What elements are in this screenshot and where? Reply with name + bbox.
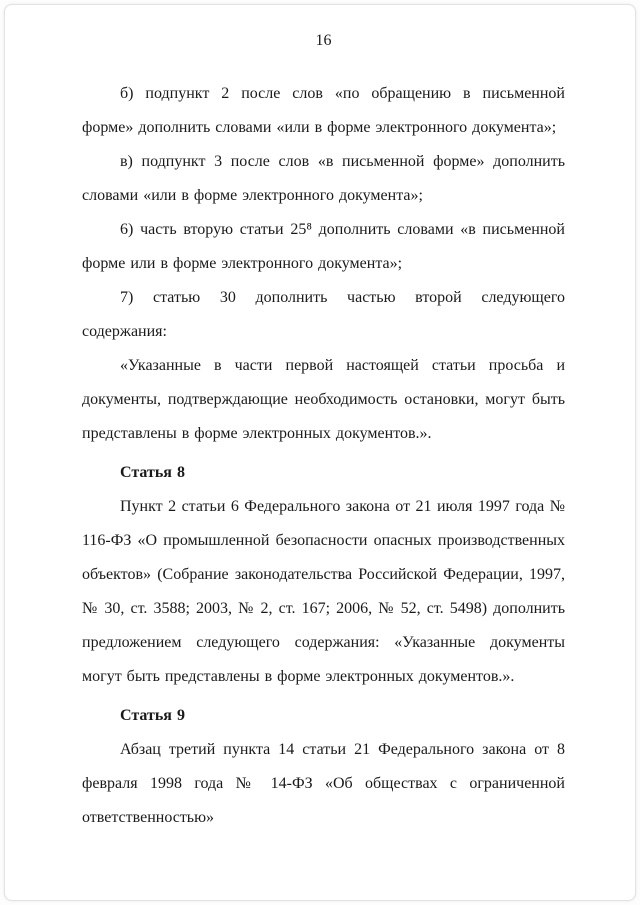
paragraph-subpoint-v: в) подпункт 3 после слов «в письменной форме» дополнить словами «или в форме электронного документа»; <box>82 153 565 204</box>
document-body <box>82 77 565 835</box>
paragraph-point-7: 7) статью 30 дополнить частью второй следующего содержания: <box>82 289 565 340</box>
paragraph-quoted-provision: «Указанные в части первой настоящей статьи просьба и документы, подтверждающие необходимость остановки, могут быть представлены в форме электронных документов.». <box>82 357 565 442</box>
paragraph-subpoint-b: б) подпункт 2 после слов «по обращению в письменной форме» дополнить словами «или в форме электронного документа»; <box>82 85 565 136</box>
paragraph-article-8-body: Пункт 2 статьи 6 Федерального закона от 21 июля 1997 года № 116-ФЗ «О промышленной безопасности опасных производственных объектов» (Собрание законодательства Российской Федерации, 1997, № 30, ст. 3588; 2003, № 2, ст. 167; 2006, № 52, ст. 5498) дополнить предложением следующего содержания: «Указанные документы могут быть представлены в форме электронных документов.». <box>82 498 565 685</box>
page-number: 16 <box>315 32 332 49</box>
page-content <box>5 5 635 835</box>
paragraph-article-9-body: Абзац третий пункта 14 статьи 21 Федерального закона от 8 февраля 1998 года № 14-ФЗ «Об обществах с ограниченной ответственностью» <box>82 741 565 826</box>
article-9-heading: Статья 9 <box>120 707 185 724</box>
paragraph-point-6: 6) часть вторую статьи 25⁸ дополнить словами «в письменной форме или в форме электронного документа»; <box>82 221 565 272</box>
document-page <box>4 4 636 901</box>
article-8-heading: Статья 8 <box>120 464 185 481</box>
